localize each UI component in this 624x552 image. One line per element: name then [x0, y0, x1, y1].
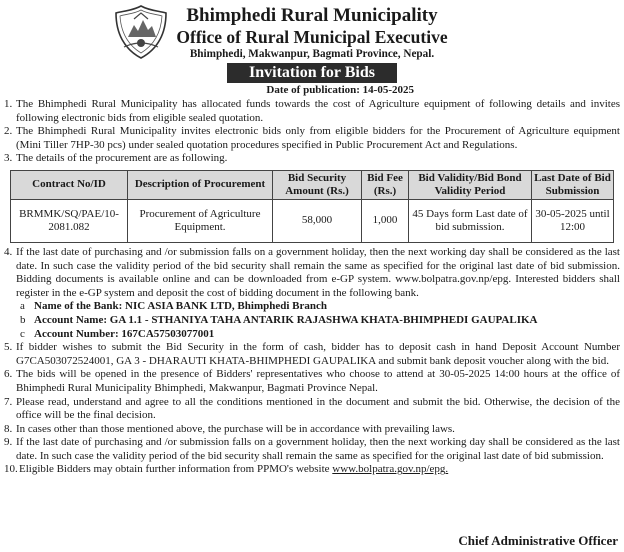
- item-label: a: [20, 300, 25, 313]
- column-header: Description of Procurement: [128, 170, 273, 199]
- organization-name: Bhimphedi Rural Municipality: [186, 5, 438, 26]
- notice-body: [4, 98, 620, 477]
- column-header: Contract No/ID: [11, 170, 128, 199]
- procurement-table: [10, 170, 614, 243]
- paragraph-3: [4, 152, 620, 166]
- paragraph-10: [4, 463, 620, 477]
- column-header: Bid Validity/Bid Bond Validity Period: [409, 170, 532, 199]
- paragraph-text: Please read, understand and agree to all the conditions mentioned in the document and submit the bid. Otherwise, the decision of the office will be the final decision.: [16, 395, 620, 422]
- paragraph-number: 4.: [4, 245, 13, 258]
- table-cell: 58,000: [273, 199, 362, 242]
- paragraph-4: [4, 246, 620, 300]
- paragraph-text: The details of the procurement are as following.: [16, 152, 228, 165]
- paragraph-number: 3.: [4, 152, 13, 165]
- paragraph-text: [19, 463, 620, 477]
- table-cell: 30-05-2025 until 12:00: [532, 199, 614, 242]
- account-name: Account Name: GA 1.1 - STHANIYA TAHA ANTARIK RAJASHWA KHATA-BHIMPHEDI GAUPALIKA: [34, 313, 538, 326]
- table-header-row: [11, 170, 614, 199]
- table-cell: 45 Days form Last date of bid submission.: [409, 199, 532, 242]
- item-label: c: [20, 327, 25, 340]
- paragraph-7: [4, 396, 620, 423]
- column-header: Bid Fee (Rs.): [362, 170, 409, 199]
- office-name: Office of Rural Municipal Executive: [176, 27, 448, 47]
- ppmo-website-link[interactable]: www.bolpatra.gov.np/epg.: [332, 463, 449, 476]
- paragraph-number: 7.: [4, 395, 13, 408]
- paragraph-number: 8.: [4, 422, 13, 435]
- bank-detail-item: [4, 300, 620, 314]
- paragraph-text: If bidder wishes to submit the Bid Security in the form of cash, bidder has to deposit cash in hand Deposit Account Number G7CA503072524001, GA 3 - DHARAUTI KHATA-BHIMPHEDI GAUPALIKA and submit bank deposit voucher along with the bid.: [16, 341, 620, 367]
- invitation-banner: Invitation for Bids: [227, 63, 397, 83]
- paragraph-text: If the last date of purchasing and /or submission falls on a government holiday, then the next working day shall be considered as the last date. In such case the validity period of the bid security shall remain the same as specified for the original last date of bid submission.: [16, 436, 620, 462]
- title-block: [150, 0, 474, 61]
- table-cell: Procurement of Agriculture Equipment.: [128, 199, 273, 242]
- paragraph-5: [4, 341, 620, 368]
- paragraph-text: If the last date of purchasing and /or submission falls on a government holiday, then the next working day shall be considered as the last date. In such case the validity period of the bid security shall remain the same as specified for the original last date of bid submission. Bidding documents is available online and can be downloaded from e-GP system. www.bolpatra.gov.np/epg. Interested bidders shall register in the e-GP system and deposit the cost of bidding document in the following bank.: [16, 245, 620, 299]
- paragraph-number: 5.: [4, 341, 13, 354]
- paragraph-text: The bids will be opened in the presence of Bidders' representatives who choose to attend at 30-05-2025 14:00 hours at the office of Bhimphedi Rural Municipality Bhimphedi, Makwanpur, Bagmati Province Nepal.: [16, 368, 620, 394]
- item-label: b: [20, 313, 26, 326]
- paragraph-2: [4, 125, 620, 152]
- paragraph-number: 10.: [4, 463, 18, 476]
- table-row: [11, 199, 614, 242]
- header: [0, 0, 624, 83]
- account-number: Account Number: 167CA57503077001: [34, 327, 215, 340]
- paragraph-number: 9.: [4, 436, 13, 449]
- paragraph-1: [4, 98, 620, 125]
- bank-name: Name of the Bank: NIC ASIA BANK LTD, Bhimphedi Branch: [34, 300, 327, 313]
- paragraph-number: 1.: [4, 98, 13, 110]
- bank-detail-item: [4, 314, 620, 328]
- table-cell: BRMMK/SQ/PAE/10-2081.082: [11, 199, 128, 242]
- column-header: Bid Security Amount (Rs.): [273, 170, 362, 199]
- paragraph-text: The Bhimphedi Rural Municipality invites electronic bids only from eligible bidders for the Procurement of Agriculture equipment (Mini Tiller 7HP-30 pcs) under sealed quotation procedures specified in Public Procurement Act and Regulations.: [16, 125, 620, 151]
- signature-title: Chief Administrative Officer: [458, 533, 618, 548]
- paragraph-text: The Bhimphedi Rural Municipality has allocated funds towards the cost of Agriculture equipment of following details and invites following electronic bids from eligible sealed quotation.: [16, 98, 620, 124]
- publication-date: Date of publication: 14-05-2025: [266, 84, 414, 96]
- paragraph-6: [4, 368, 620, 395]
- office-address: Bhimphedi, Makwanpur, Bagmati Province, Nepal.: [189, 48, 435, 60]
- paragraph-9: [4, 436, 620, 463]
- paragraph-number: 6.: [4, 368, 13, 381]
- paragraph-text: In cases other than those mentioned above, the purchase will be in accordance with prevailing laws.: [16, 422, 455, 435]
- bank-detail-item: [4, 328, 620, 342]
- paragraph-number: 2.: [4, 125, 13, 138]
- column-header: Last Date of Bid Submission: [532, 170, 614, 199]
- table-cell: 1,000: [362, 199, 409, 242]
- paragraph-10-text: Eligible Bidders may obtain further information from PPMO's website: [19, 463, 333, 476]
- paragraph-8: [4, 423, 620, 437]
